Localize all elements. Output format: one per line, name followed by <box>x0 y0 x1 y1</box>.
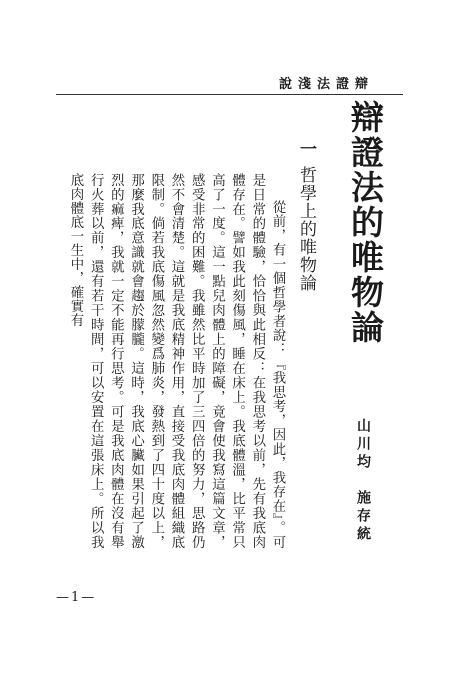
running-header-title: 說淺法證辯 <box>278 77 374 92</box>
paragraph: 從前，有一個哲學者說：『我思考，因此，我存在』。可是日常的體驗，恰恰與此相反：在我思考以前，先有我底肉體存在。譬如我此刻傷風，睡在床上。我底體溫，比平常只高了一度。這一點兒肉體上的障礙，竟會使我寫這篇文章，感受非常的困難。我雖然比平時加了三四倍的努力，思路仍然不會清楚。這就是我底精神作用，直接受我底肉體組織底限制。倘若我底傷風忽然變爲肺炎，發熱到了四十度以上，那麼我底意識就會趨於朦朧。這時，我底心臟如果引起了激烈的痲痺，我就一定不能再行思考。可是我底肉體在沒有舉行火葬以前，還有若干時間，可以安置在這張床上。所以我底肉體底一生中，確實有 <box>67 173 285 549</box>
section-heading <box>295 140 317 292</box>
running-header <box>0 73 451 95</box>
book-title: 辯證法的唯物論 <box>346 100 385 345</box>
section-title: 哲學上的唯物論 <box>296 166 316 292</box>
page-number: —1— <box>56 590 97 605</box>
body-text <box>47 173 287 549</box>
authors: 山川均 施存統 <box>355 418 371 544</box>
header-rule <box>56 94 403 95</box>
section-number: 一 <box>296 140 316 158</box>
